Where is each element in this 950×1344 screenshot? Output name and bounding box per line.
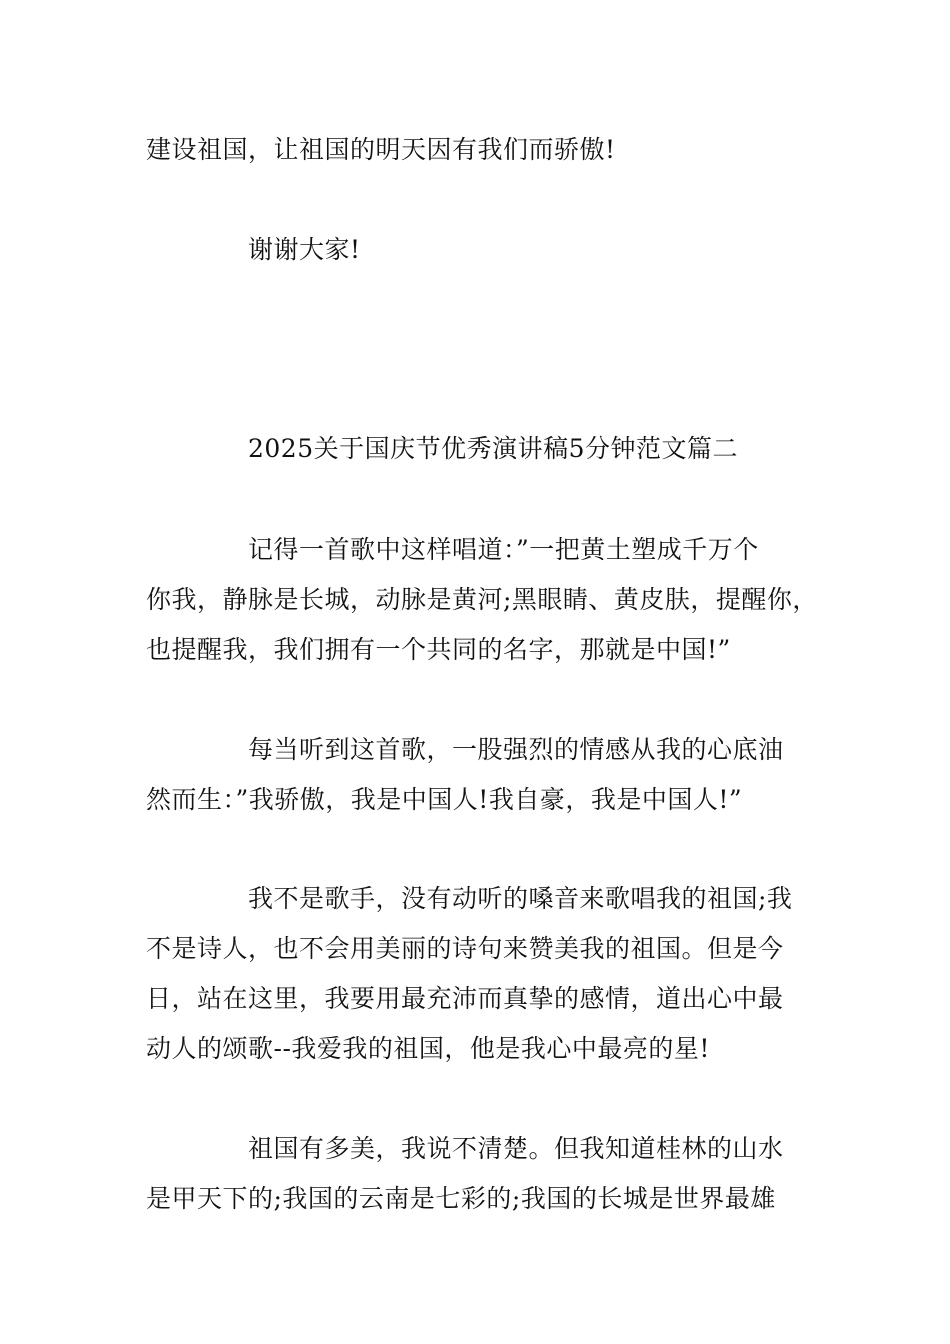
paragraph-2-line-2: 然而生：”我骄傲，我是中国人!我自豪，我是中国人!” [146, 785, 743, 814]
paragraph-1-line-2: 你我，静脉是长城，动脉是黄河;黑眼睛、黄皮肤，提醒你， [146, 585, 818, 614]
paragraph-2-line-1: 每当听到这首歌，一股强烈的情感从我的心底油 [248, 735, 784, 764]
paragraph-4-line-2: 是甲天下的;我国的云南是七彩的;我国的长城是世界最雄 [146, 1184, 776, 1213]
paragraph-1-line-1: 记得一首歌中这样唱道：”一把黄土塑成千万个 [248, 535, 759, 564]
paragraph-1-line-3: 也提醒我，我们拥有一个共同的名字，那就是中国!” [146, 635, 731, 664]
paragraph-4-line-1: 祖国有多美，我说不清楚。但我知道桂林的山水 [248, 1134, 784, 1163]
paragraph-3-line-2: 不是诗人，也不会用美丽的诗句来赞美我的祖国。但是今 [146, 934, 784, 963]
paragraph-3-line-3: 日，站在这里，我要用最充沛而真挚的感情，道出心中最 [146, 984, 784, 1013]
thanks-line: 谢谢大家! [248, 235, 361, 264]
paragraph-3-line-1: 我不是歌手，没有动听的嗓音来歌唱我的祖国;我 [248, 884, 793, 913]
closing-line: 建设祖国，让祖国的明天因有我们而骄傲! [146, 135, 616, 164]
paragraph-3-line-4: 动人的颂歌--我爱我的祖国，他是我心中最亮的星! [146, 1034, 710, 1063]
section-title: 2025关于国庆节优秀演讲稿5分钟范文篇二 [248, 434, 739, 463]
